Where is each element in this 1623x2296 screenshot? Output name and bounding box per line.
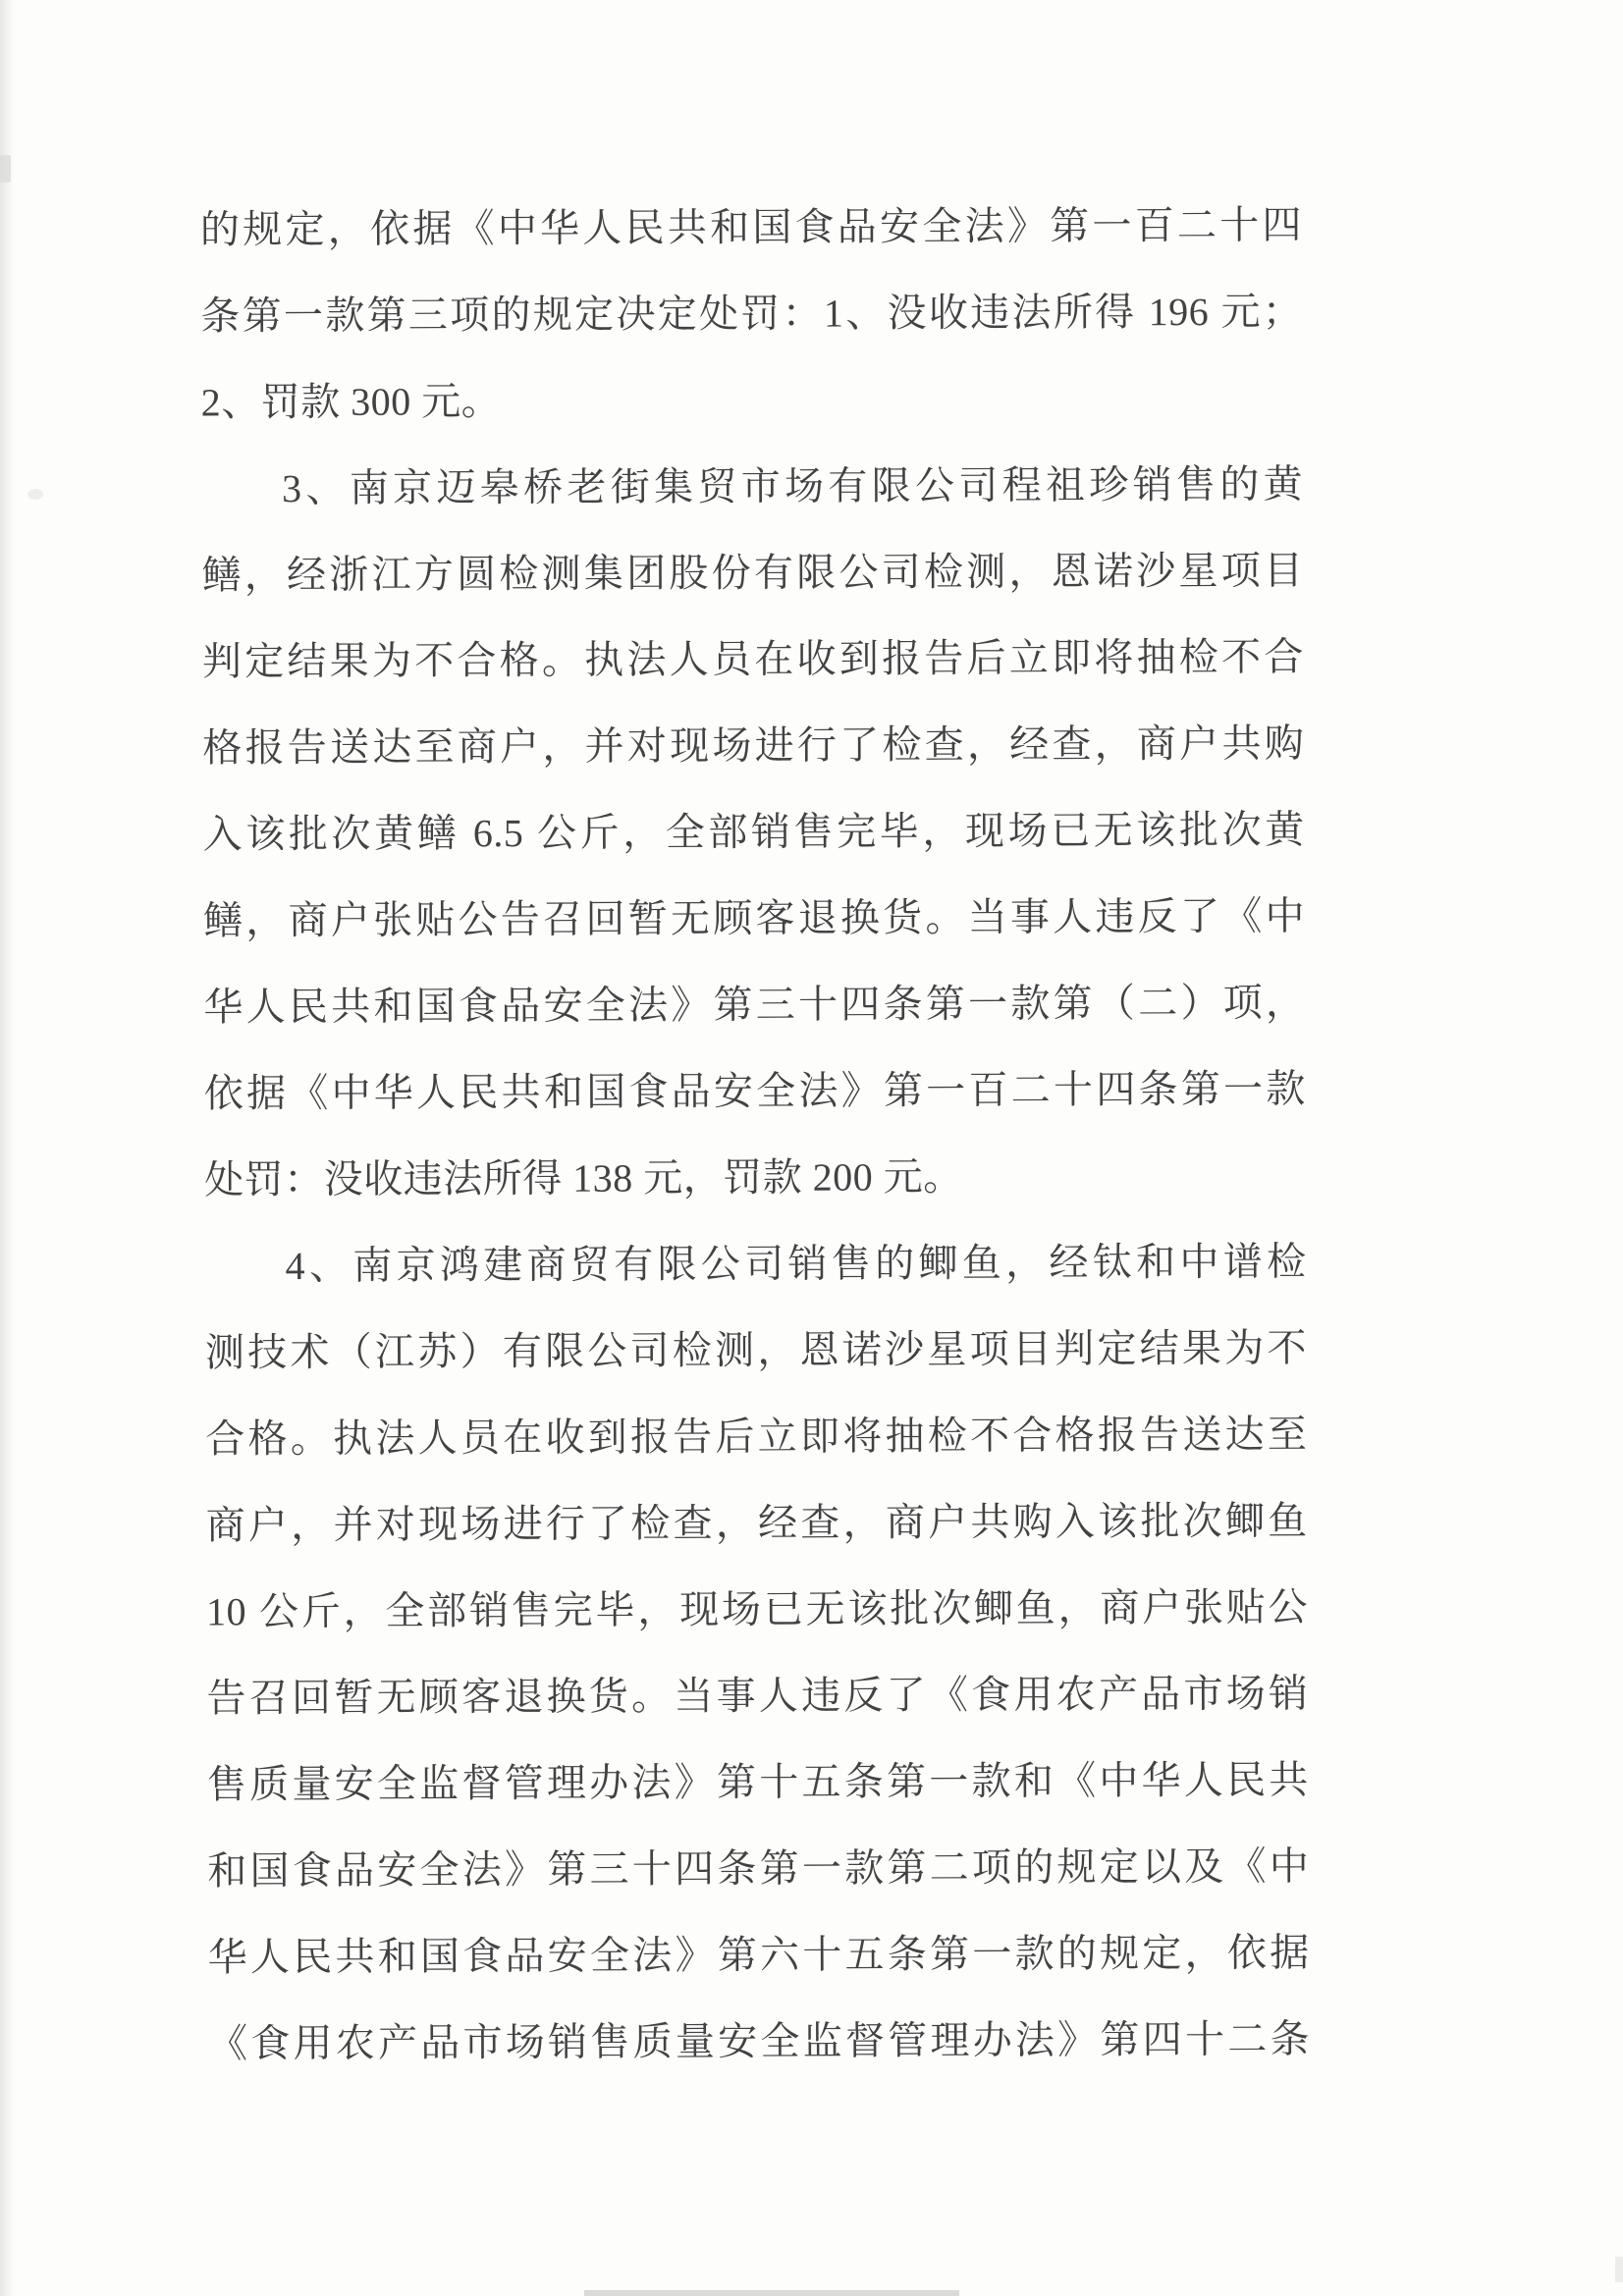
text-line: 和国食品安全法》第三十四条第一款第二项的规定以及《中 (207, 1843, 1310, 1894)
text-line: 条第一款第三项的规定决定处罚：1、没收违法所得 196 元； (200, 289, 1303, 339)
text-line: 3、南京迈皋桥老街集贸市场有限公司程祖珍销售的黄 (282, 461, 1304, 511)
text-line: 2、罚款 300 元。 (200, 379, 502, 425)
text-line: 4、南京鸿建商贸有限公司销售的鲫鱼，经钛和中谱检 (285, 1239, 1307, 1289)
text-line: 10 公斤，全部销售完毕，现场已无该批次鲫鱼，商户张贴公 (206, 1584, 1309, 1634)
text-line: 合格。执法人员在收到报告后立即将抽检不合格报告送达至 (205, 1412, 1308, 1462)
text-line: 判定结果为不合格。执法人员在收到报告后立即将抽检不合 (201, 634, 1304, 684)
document-text (200, 183, 1310, 2088)
text-line: 格报告送达至商户，并对现场进行了检查，经查，商户共购 (202, 721, 1305, 771)
text-line: 测技术（江苏）有限公司检测，恩诺沙星项目判定结果为不 (204, 1325, 1308, 1375)
text-line: 依据《中华人民共和国食品安全法》第一百二十四条第一款 (203, 1066, 1306, 1116)
scan-edge-bottom-artifact (584, 2290, 959, 2296)
text-line: 处罚：没收违法所得 138 元，罚款 200 元。 (204, 1154, 963, 1202)
text-line: 华人民共和国食品安全法》第三十四条第一款第（二）项， (203, 980, 1306, 1030)
scan-smudge-artifact (0, 155, 11, 183)
text-line: 告召回暂无顾客退换货。当事人违反了《食用农产品市场销 (206, 1671, 1309, 1721)
scan-smudge-artifact (27, 489, 43, 500)
text-line: 入该批次黄鳝 6.5 公斤，全部销售完毕，现场已无该批次黄 (202, 807, 1305, 857)
text-line: 鳝，经浙江方圆检测集团股份有限公司检测，恩诺沙星项目 (201, 548, 1304, 598)
scan-corner-artifact (1615, 2257, 1623, 2282)
text-line: 鳝，商户张贴公告召回暂无顾客退换货。当事人违反了《中 (202, 893, 1306, 943)
text-line: 售质量安全监督管理办法》第十五条第一款和《中华人民共 (206, 1757, 1309, 1807)
text-line: 的规定，依据《中华人民共和国食品安全法》第一百二十四 (199, 202, 1303, 252)
text-line: 华人民共和国食品安全法》第六十五条第一款的规定，依据 (207, 1930, 1310, 1980)
text-line: 《食用农产品市场销售质量安全监督管理办法》第四十二条 (207, 2016, 1311, 2066)
text-line: 商户，并对现场进行了检查，经查，商户共购入该批次鲫鱼 (205, 1498, 1308, 1548)
scan-edge-left-artifact (0, 0, 14, 2296)
